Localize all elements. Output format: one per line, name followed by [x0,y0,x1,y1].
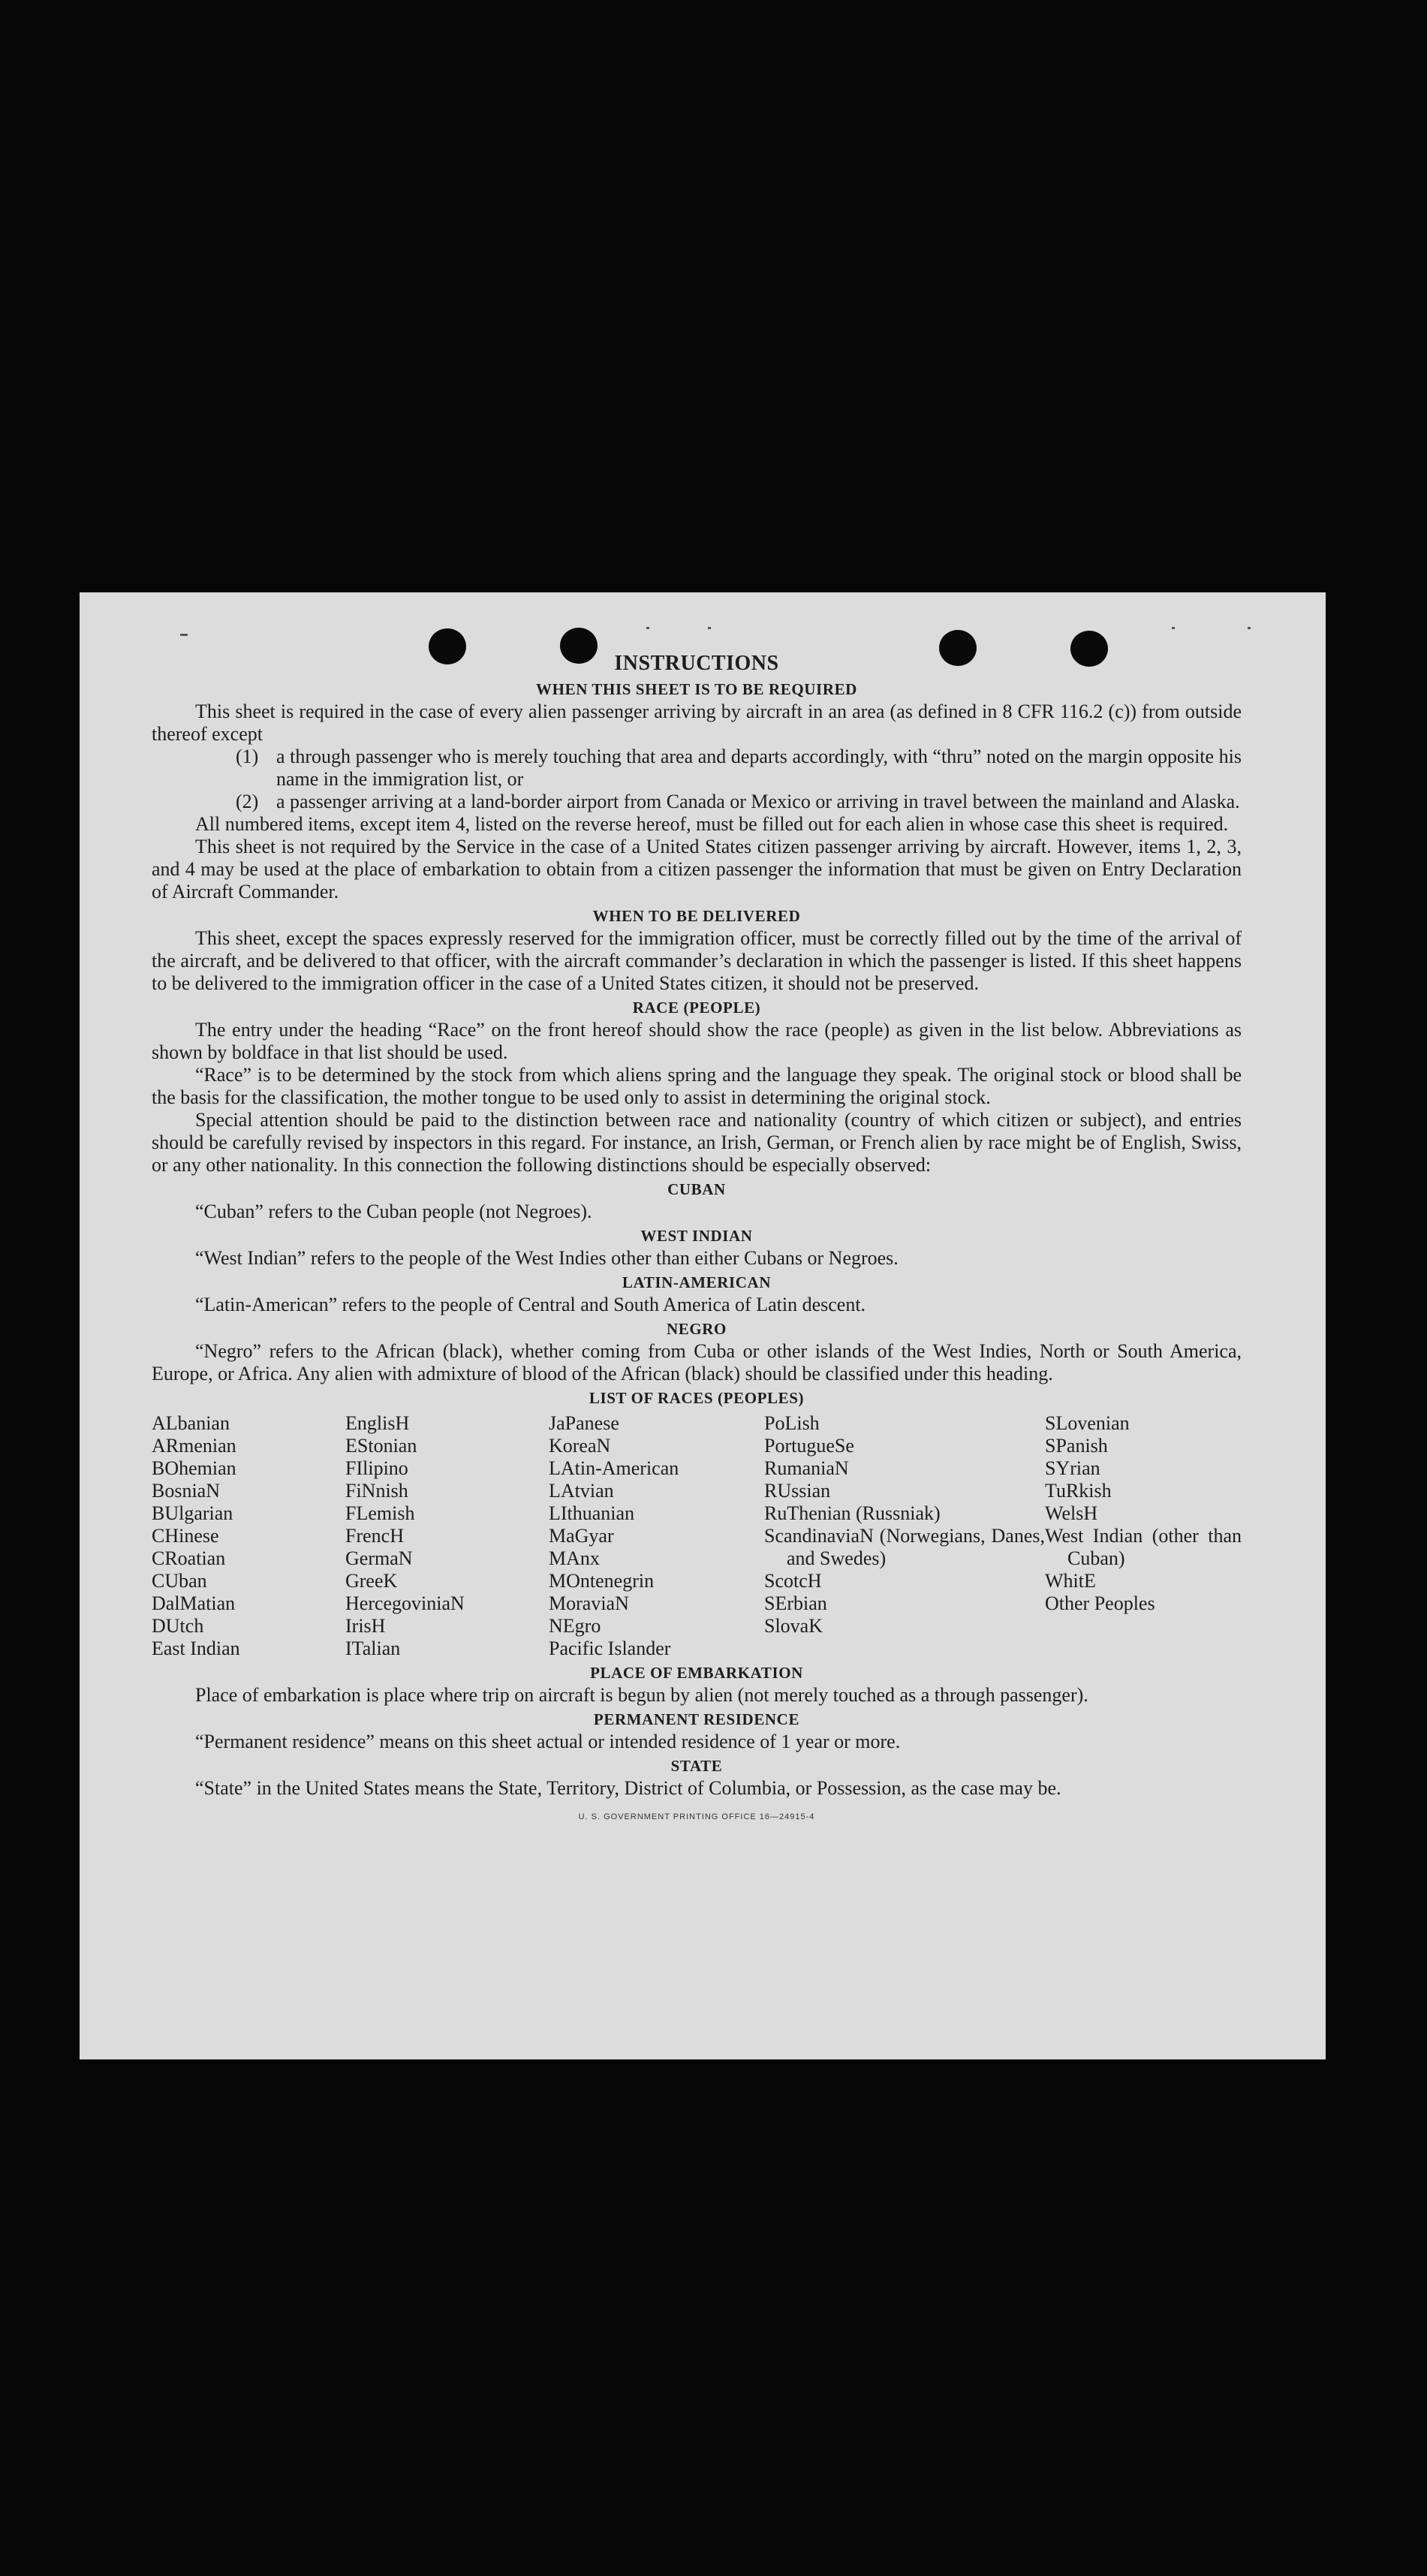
races-column [764,1412,1045,1660]
race-entry: FiNnish [345,1480,408,1502]
race-entry: RuThenian (Russniak) [764,1502,941,1524]
race-entry: ScandinaviaN (Norwegians, Danes, and Swedes) [764,1525,1045,1569]
race-entry: GreeK [345,1570,398,1592]
race-entry: LIthuanian [549,1502,635,1524]
race-entry: CUban [152,1570,207,1592]
race-entry: SYrian [1045,1457,1100,1479]
race-entry: RUssian [764,1480,831,1502]
race-entry: SErbian [764,1592,827,1614]
race-entry: FrencH [345,1525,404,1547]
race-entry: West Indian (other than Cuban) [1045,1525,1242,1569]
item-text: a through passenger who is merely touching that area and departs accordingly, with “thru” noted on the margin opposite his name in the immigration list, or [276,746,1242,790]
race-entry: BosniaN [152,1480,220,1502]
race-entry: DUtch [152,1615,204,1637]
race-entry: EnglisH [345,1412,410,1434]
paragraph: Place of embarkation is place where trip on aircraft is begun by alien (not merely touched as a through passenger). [195,1684,1088,1706]
paragraph: This sheet, except the spaces expressly reserved for the immigration officer, must be correctly filled out by the time of the arrival of the aircraft, and be delivered to that officer, with the aircraft commander’s declaration in which the passenger is listed. If this sheet happens to be delivered to the immigration officer in the case of a United States citizen, it should not be preserved. [152,927,1242,994]
race-entry: WelsH [1045,1502,1098,1524]
section-heading: PERMANENT RESIDENCE [593,1710,800,1728]
speck [180,634,188,636]
race-entry: BOhemian [152,1457,236,1479]
races-column [152,1412,345,1660]
race-entry: IrisH [345,1615,386,1637]
section-heading: WHEN THIS SHEET IS TO BE REQUIRED [536,680,857,698]
race-entry: ALbanian [152,1412,230,1434]
paragraph: All numbered items, except item 4, listed on the reverse hereof, must be filled out for each alien in whose case this sheet is required. [195,813,1229,835]
race-entry: FLemish [345,1502,415,1524]
paragraph: “Race” is to be determined by the stock from which aliens spring and the language they speak. The original stock or blood shall be the basis for the classification, the mother tongue to be used only to assist in determining the original stock. [152,1064,1242,1108]
races-column [345,1412,549,1660]
race-entry: PortugueSe [764,1435,854,1457]
race-entry: DalMatian [152,1592,236,1614]
race-entry: East Indian [152,1637,240,1659]
document-sheet [80,592,1326,2059]
race-entry: WhitE [1045,1570,1096,1592]
race-entry: ITalian [345,1637,401,1659]
paragraph: This sheet is not required by the Service in the case of a United States citizen passenger arriving by aircraft. However, items 1, 2, 3, and 4 may be used at the place of embarkation to obtain from a citizen passenger the information that must be given on Entry Declaration of Aircraft Commander. [152,836,1242,902]
races-list [152,1412,1242,1660]
race-entry: CHinese [152,1525,219,1547]
page-title: INSTRUCTIONS [614,652,779,675]
item-text: a passenger arriving at a land-border airport from Canada or Mexico or arriving in travel between the mainland and Alaska. [276,791,1240,812]
paragraph: “West Indian” refers to the people of the West Indies other than either Cubans or Negroes. [195,1247,899,1269]
race-entry: RumaniaN [764,1457,849,1479]
speck [1248,627,1251,629]
race-entry: BUlgarian [152,1502,233,1524]
race-entry: MAnx [549,1547,600,1569]
paragraph: “Cuban” refers to the Cuban people (not Negroes). [195,1201,592,1222]
race-entry: SPanish [1045,1435,1108,1457]
race-entry: TuRkish [1045,1480,1112,1502]
speck [708,627,711,629]
section-heading: LIST OF RACES (PEOPLES) [589,1389,805,1407]
race-entry: Other Peoples [1045,1592,1155,1614]
list-item [236,746,1242,791]
paragraph: Special attention should be paid to the distinction between race and nationality (country of which citizen or subject), and entries should be carefully revised by inspectors in this regard. For instance, an Irish, German, or French alien by race might be of English, Swiss, or any other nationality. In this connection the following distinctions should be especially observed: [152,1109,1242,1176]
paragraph: “Latin-American” refers to the people of Central and South America of Latin descent. [195,1294,866,1315]
section-heading: STATE [670,1757,723,1775]
list-item [236,791,1242,813]
race-entry: KoreaN [549,1435,611,1457]
section-heading: PLACE OF EMBARKATION [590,1664,803,1682]
instructions-content [152,651,1242,1828]
races-column [549,1412,764,1660]
section-heading: WHEN TO BE DELIVERED [592,907,801,925]
paragraph: “Negro” refers to the African (black), whether coming from Cuba or other islands of the West Indies, North or South America, Europe, or Africa. Any alien with admixture of blood of the African (black) should be classified under this heading. [152,1340,1242,1384]
races-column [1045,1412,1242,1660]
section-heading: CUBAN [667,1180,726,1198]
race-entry: EStonian [345,1435,417,1457]
race-entry: SLovenian [1045,1412,1130,1434]
race-entry: SlovaK [764,1615,823,1637]
section-heading: LATIN-AMERICAN [622,1273,772,1291]
race-entry: PoLish [764,1412,820,1434]
race-entry: JaPanese [549,1412,619,1434]
race-entry: LAtvian [549,1480,614,1502]
section-heading: NEGRO [666,1320,727,1338]
race-entry: NEgro [549,1615,601,1637]
race-entry: GermaN [345,1547,413,1569]
race-entry: CRoatian [152,1547,226,1569]
race-entry: MaGyar [549,1525,614,1547]
race-entry: ScotcH [764,1570,822,1592]
section-heading: WEST INDIAN [640,1227,753,1245]
race-entry: MOntenegrin [549,1570,655,1592]
race-entry: Pacific Islander [549,1637,671,1659]
race-entry: MoraviaN [549,1592,629,1614]
section-heading: RACE (PEOPLE) [632,999,761,1017]
item-number: (2) [236,791,259,812]
item-number: (1) [236,746,259,767]
paragraph: This sheet is required in the case of every alien passenger arriving by aircraft in an area (as defined in 8 CFR 116.2 (c)) from outside thereof except [152,700,1242,745]
paragraph: “State” in the United States means the State, Territory, District of Columbia, or Possession, as the case may be. [195,1777,1061,1799]
race-entry: FIlipino [345,1457,408,1479]
printer-imprint: U. S. GOVERNMENT PRINTING OFFICE 16—24915-4 [578,1812,815,1821]
race-entry: HercegoviniaN [345,1592,465,1614]
paragraph: “Permanent residence” means on this sheet actual or intended residence of 1 year or more. [195,1731,901,1752]
speck [646,627,649,629]
speck [1172,627,1175,629]
race-entry: ARmenian [152,1435,236,1457]
paragraph: The entry under the heading “Race” on the front hereof should show the race (people) as given in the list below. Abbreviations as shown by boldface in that list should be used. [152,1019,1242,1063]
race-entry: LAtin-American [549,1457,679,1479]
